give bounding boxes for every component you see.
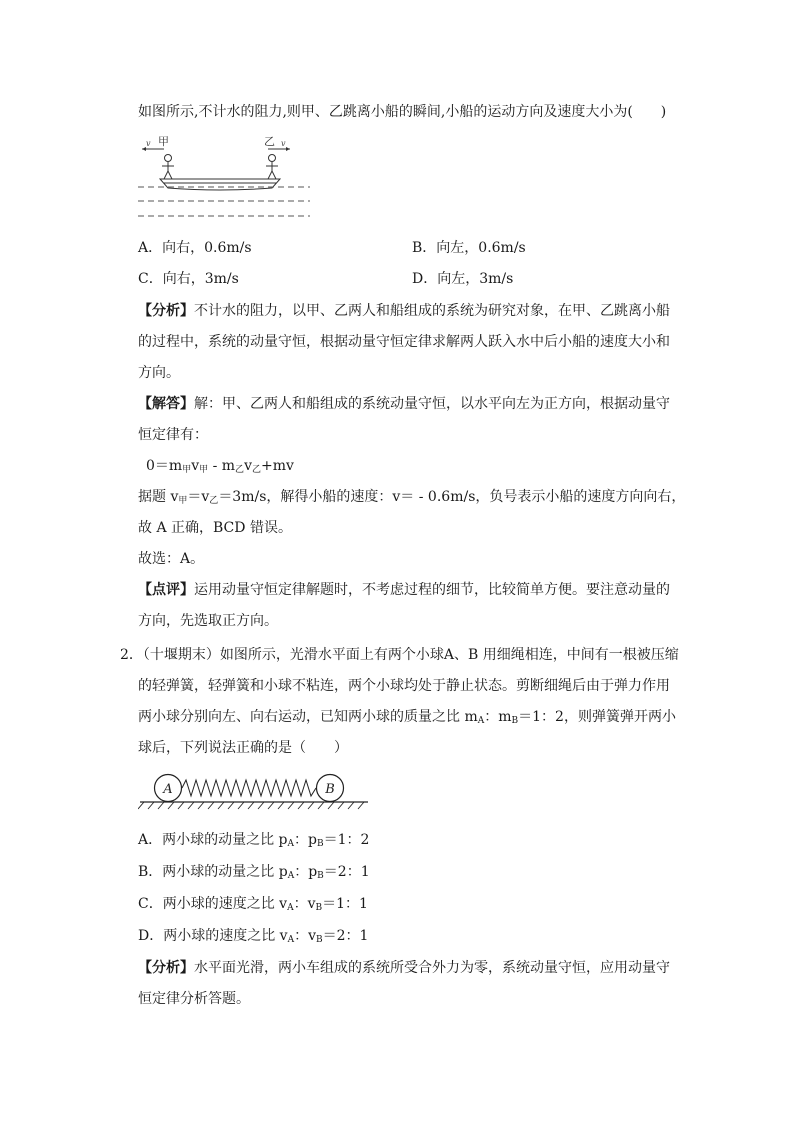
q2-stem-line-4: 球后，下列说法正确的是（ ） [138,740,348,756]
spring-icon [182,780,316,796]
q1-stem: 如图所示,不计水的阻力,则甲、乙跳离小船的瞬间,小船的运动方向及速度大小为( ) [138,104,667,120]
q1-comment-line-2: 方向，先选取正方向。 [138,613,278,629]
q2-stem-line-2: 的轻弹簧，轻弹簧和小球不粘连，两个小球均处于静止状态。剪断细绳后由于弹力作用 [138,678,670,694]
ball-b-label: B [325,782,335,797]
q1-analysis-line-2: 的过程中，系统的动量守恒，根据动量守恒定律求解两人跃入水中后小船的速度大小和 [138,334,670,350]
analysis-text: 不计水的阻力，以甲、乙两人和船组成的系统为研究对象，在甲、乙跳离小船 [194,303,670,319]
person-yi-icon [266,155,278,180]
label-yi: 乙 [264,135,275,148]
q1-given: 据题 $v_甲=v_乙=3m/s$，解得小船的速度：v＝ - 0.6m/s，负号表示小船的速度方向向右， [138,489,686,506]
boat-icon [160,179,280,190]
q1-answer-line-1 [138,394,670,414]
q1-comment-line-1 [138,580,670,600]
spring-balls-figure [138,770,370,810]
q2-analysis-line-2: 恒定律分析答题。 [138,991,250,1007]
label-jia: 甲 [158,135,169,148]
velocity-label-right: v [281,139,286,148]
q1-option-b: B．向左，0.6m/s [412,240,526,256]
analysis-tag: 【分析】 [138,960,194,976]
q1-analysis-line-1 [138,301,670,321]
q2-option-c: C．两小球的速度之比 $v_A$：$v_B=1$：1 [138,896,368,913]
q1-choice: 故选：A。 [138,551,205,567]
q1-conclusion: 故 A 正确，BCD 错误。 [138,520,292,536]
q2-stem-line-3: 两小球分别向左、向右运动，已知两小球的质量之比 $m_A$：$m_B=1$：2，则弹簧弹开两小 [138,709,676,726]
ball-a-label: A [163,782,173,797]
q2-option-b: B．两小球的动量之比 $p_A$：$p_B=2$：1 [138,864,370,881]
q2-stem-line-1: 2．（十堰期末）如图所示，光滑水平面上有两个小球A、B 用细绳相连，中间有一根被压缩 [120,647,679,663]
q2-option-d: D．两小球的速度之比 $v_A$：$v_B=2$：1 [138,928,369,945]
answer-tag: 【解答】 [138,396,194,412]
comment-tag: 【点评】 [138,582,194,598]
analysis-text: 水平面光滑，两小车组成的系统所受合外力为零，系统动量守恒，应用动量守 [194,960,670,976]
q2-analysis-line-1 [138,958,670,978]
q1-answer-line-2: 恒定律有： [138,427,208,443]
comment-text: 运用动量守恒定律解题时，不考虑过程的细节，比较简单方便。要注意动量的 [194,582,670,598]
q1-analysis-line-3: 方向。 [138,365,180,381]
q2-option-a: A．两小球的动量之比 $p_A$：$p_B=1$：2 [138,832,370,849]
boat-figure [138,134,310,226]
answer-text: 解：甲、乙两人和船组成的系统动量守恒，以水平向左为正方向，根据动量守 [194,396,670,412]
analysis-tag: 【分析】 [138,303,194,319]
person-jia-icon [162,155,174,180]
velocity-label-left: v [146,139,151,148]
q1-equation: $0=m_甲v_甲 - m_乙v_乙+mv$ [146,458,294,475]
q1-option-d: D．向左，3m/s [412,271,514,287]
q1-option-c: C．向右，3m/s [138,271,239,287]
q1-option-a: A．向右，0.6m/s [138,240,252,256]
